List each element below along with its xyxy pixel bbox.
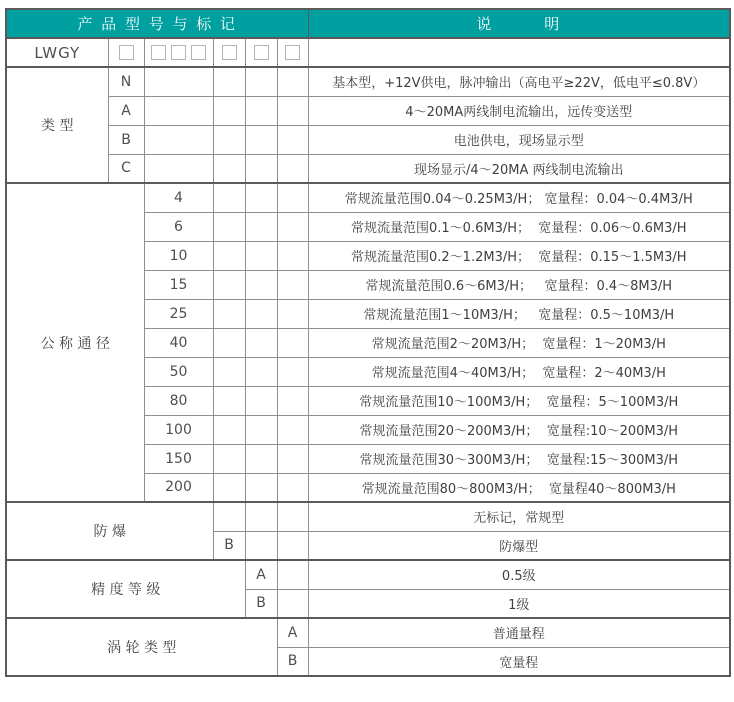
empty-cell (277, 473, 308, 502)
explosion-section-label: 防 爆 (6, 502, 213, 560)
empty-cell (213, 357, 245, 386)
empty-cell (245, 212, 277, 241)
model-selection-table (5, 8, 731, 677)
empty-cell (245, 328, 277, 357)
header-row (6, 9, 730, 38)
row-type-N (6, 67, 730, 96)
turbine-code: A (277, 618, 308, 647)
model-box-cell-5 (277, 38, 308, 67)
empty-cell (213, 270, 245, 299)
accuracy-code: A (245, 560, 277, 589)
type-desc: 现场显示/4～20MA 两线制电流输出 (308, 154, 730, 183)
empty-cell (245, 357, 277, 386)
empty-cell (245, 154, 277, 183)
header-model-marking: 产 品 型 号 与 标 记 (6, 9, 308, 38)
explosion-code (213, 502, 245, 531)
empty-cell (213, 183, 245, 212)
header-description: 说 明 (308, 9, 730, 38)
explosion-desc: 防爆型 (308, 531, 730, 560)
empty-cell (277, 531, 308, 560)
type-desc: 基本型，+12V供电，脉冲输出（高电平≥22V，低电平≤0.8V） (308, 67, 730, 96)
empty-cell (213, 473, 245, 502)
empty-cell (277, 270, 308, 299)
empty-cell (245, 444, 277, 473)
type-code: A (108, 96, 144, 125)
empty-cell (245, 125, 277, 154)
model-box-cell-1 (108, 38, 144, 67)
type-code: N (108, 67, 144, 96)
diameter-size: 25 (144, 299, 213, 328)
empty-cell (277, 96, 308, 125)
model-prefix: LWGY (6, 38, 108, 67)
diameter-desc: 常规流量范围80～800M3/H； 宽量程40～800M3/H (308, 473, 730, 502)
diameter-size: 15 (144, 270, 213, 299)
model-box-cell-3 (213, 38, 245, 67)
diameter-desc: 常规流量范围0.2～1.2M3/H； 宽量程：0.15～1.5M3/H (308, 241, 730, 270)
empty-cell (277, 299, 308, 328)
row-model-code (6, 38, 730, 67)
empty-cell (245, 270, 277, 299)
accuracy-code: B (245, 589, 277, 618)
empty-cell (277, 357, 308, 386)
model-box (285, 45, 300, 60)
diameter-section-label: 公 称 通 径 (6, 183, 144, 502)
empty-cell (277, 183, 308, 212)
empty-cell (245, 531, 277, 560)
model-box-cell-2 (144, 38, 213, 67)
diameter-desc: 常规流量范围0.1～0.6M3/H； 宽量程：0.06～0.6M3/H (308, 212, 730, 241)
diameter-size: 10 (144, 241, 213, 270)
diameter-desc: 常规流量范围30～300M3/H； 宽量程:15～300M3/H (308, 444, 730, 473)
type-code: C (108, 154, 144, 183)
empty-cell (277, 241, 308, 270)
empty-cell (277, 328, 308, 357)
row-accuracy-A (6, 560, 730, 589)
empty-cell (245, 241, 277, 270)
turbine-section-label: 涡 轮 类 型 (6, 618, 277, 676)
turbine-desc: 宽量程 (308, 647, 730, 676)
row-diameter-4 (6, 183, 730, 212)
empty-cell (144, 154, 213, 183)
empty-cell (213, 299, 245, 328)
model-box (222, 45, 237, 60)
diameter-size: 50 (144, 357, 213, 386)
empty-cell (277, 212, 308, 241)
empty-cell (277, 386, 308, 415)
model-box (119, 45, 134, 60)
empty-cell (213, 241, 245, 270)
diameter-size: 150 (144, 444, 213, 473)
empty-cell (277, 67, 308, 96)
empty-cell (245, 415, 277, 444)
diameter-size: 80 (144, 386, 213, 415)
diameter-desc: 常规流量范围0.6～6M3/H； 宽量程：0.4～8M3/H (308, 270, 730, 299)
empty-cell (213, 328, 245, 357)
empty-cell (277, 502, 308, 531)
diameter-size: 100 (144, 415, 213, 444)
diameter-desc: 常规流量范围20～200M3/H； 宽量程:10～200M3/H (308, 415, 730, 444)
diameter-desc: 常规流量范围0.04～0.25M3/H； 宽量程：0.04～0.4M3/H (308, 183, 730, 212)
turbine-desc: 普通量程 (308, 618, 730, 647)
empty-cell (245, 67, 277, 96)
empty-cell (213, 386, 245, 415)
diameter-desc: 常规流量范围1～10M3/H； 宽量程：0.5～10M3/H (308, 299, 730, 328)
empty-cell (277, 154, 308, 183)
row-type-A (6, 96, 730, 125)
empty-cell (213, 444, 245, 473)
explosion-desc: 无标记，常规型 (308, 502, 730, 531)
empty-cell (213, 96, 245, 125)
accuracy-section-label: 精 度 等 级 (6, 560, 245, 618)
empty-cell (144, 125, 213, 154)
type-section-label: 类 型 (6, 67, 108, 183)
empty-cell (213, 125, 245, 154)
row-type-B (6, 125, 730, 154)
accuracy-desc: 1级 (308, 589, 730, 618)
empty-cell (144, 67, 213, 96)
diameter-desc: 常规流量范围4～40M3/H； 宽量程：2～40M3/H (308, 357, 730, 386)
empty-cell (245, 473, 277, 502)
empty-cell (245, 299, 277, 328)
diameter-desc: 常规流量范围10～100M3/H； 宽量程：5～100M3/H (308, 386, 730, 415)
empty-cell (245, 386, 277, 415)
row-turbine-A (6, 618, 730, 647)
empty-cell (213, 415, 245, 444)
turbine-code: B (277, 647, 308, 676)
empty-cell (277, 125, 308, 154)
empty-cell (277, 444, 308, 473)
accuracy-desc: 0.5级 (308, 560, 730, 589)
empty-cell (245, 183, 277, 212)
empty-cell (245, 502, 277, 531)
empty-cell (144, 96, 213, 125)
empty-cell (213, 67, 245, 96)
diameter-size: 4 (144, 183, 213, 212)
empty-cell (213, 154, 245, 183)
empty-cell (245, 96, 277, 125)
diameter-size: 40 (144, 328, 213, 357)
type-desc: 电池供电，现场显示型 (308, 125, 730, 154)
diameter-desc: 常规流量范围2～20M3/H； 宽量程：1～20M3/H (308, 328, 730, 357)
model-desc (308, 38, 730, 67)
diameter-size: 200 (144, 473, 213, 502)
empty-cell (277, 415, 308, 444)
explosion-code: B (213, 531, 245, 560)
empty-cell (213, 212, 245, 241)
model-box (151, 45, 166, 60)
empty-cell (277, 560, 308, 589)
row-type-C (6, 154, 730, 183)
model-box-cell-4 (245, 38, 277, 67)
row-explosion-standard (6, 502, 730, 531)
empty-cell (277, 589, 308, 618)
type-code: B (108, 125, 144, 154)
type-desc: 4～20MA两线制电流输出，远传变送型 (308, 96, 730, 125)
model-box (254, 45, 269, 60)
model-box (171, 45, 186, 60)
diameter-size: 6 (144, 212, 213, 241)
model-box (191, 45, 206, 60)
